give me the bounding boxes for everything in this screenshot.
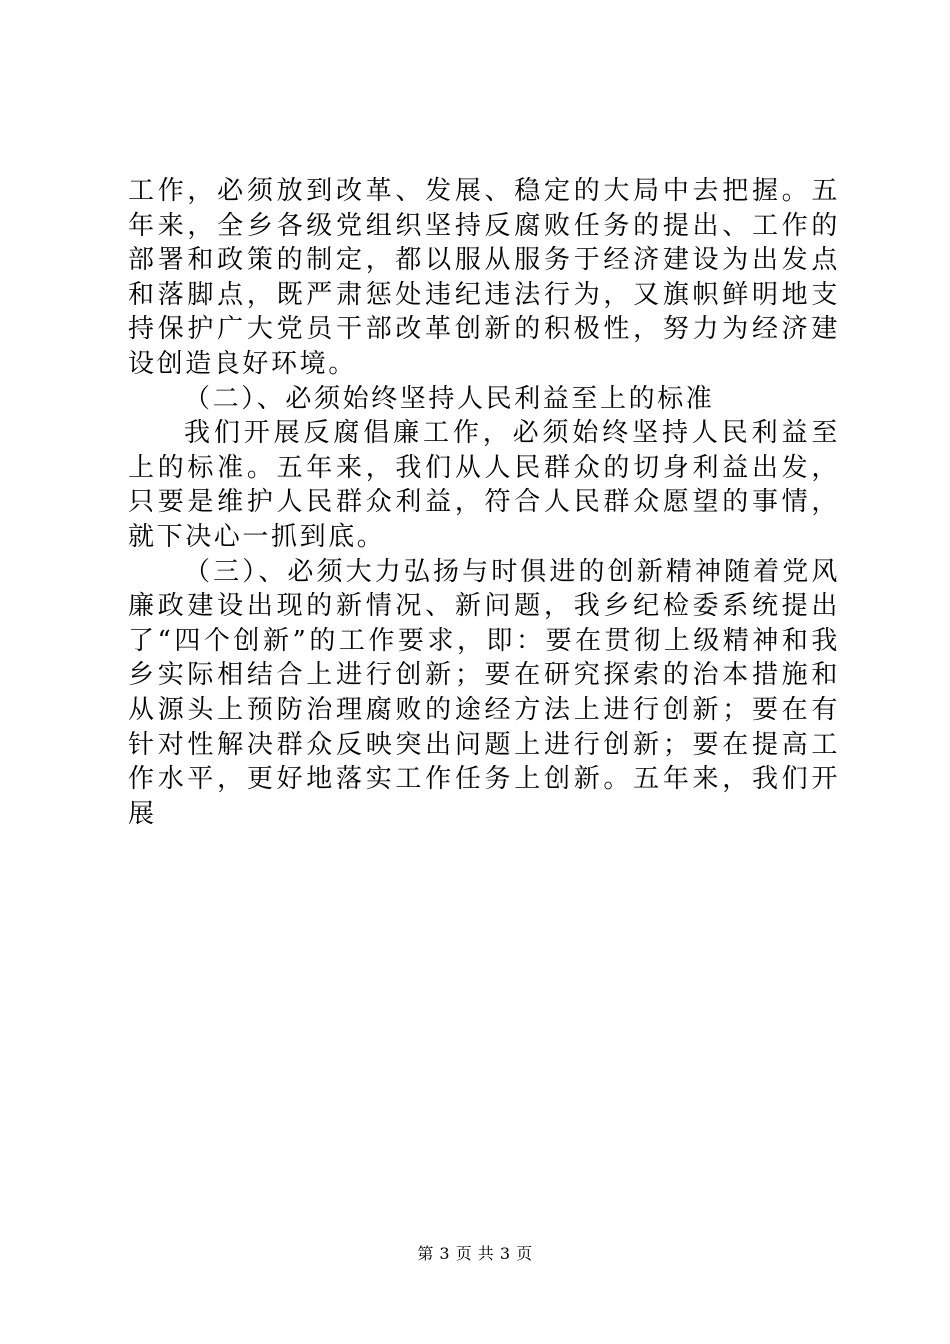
- paragraph-people-interest: 我们开展反腐倡廉工作，必须始终坚持人民利益至上的标准。五年来，我们从人民群众的切身利益出发，只要是维护人民群众利益，符合人民群众愿望的事情，就下决心一抓到底。: [128, 418, 840, 552]
- section-heading-2: （二）、必须始终坚持人民利益至上的标准: [184, 383, 715, 414]
- paragraph-continuation: 工作，必须放到改革、发展、稳定的大局中去把握。五年来，全乡各级党组织坚持反腐败任务的提出、工作的部署和政策的制定，都以服从服务于经济建设为出发点和落脚点，既严肃惩处违纪违法行为，又旗帜鲜明地支持保护广大党员干部改革创新的积极性，努力为经济建设创造良好环境。: [128, 176, 840, 379]
- page-number-footer: 第 3 页 共 3 页: [417, 1244, 533, 1263]
- section-heading-3-paragraph: （三）、必须大力弘扬与时俱进的创新精神随着党风廉政建设出现的新情况、新问题，我乡纪检委系统提出了“四个创新”的工作要求，即：要在贯彻上级精神和我乡实际相结合上进行创新；要在研究探索的治本措施和从源头上预防治理腐败的途经方法上进行创新；要在有针对性解决群众反映突出问题上进行创新；要在提高工作水平，更好地落实工作任务上创新。五年来，我们开展: [128, 556, 840, 829]
- document-body: [128, 174, 840, 831]
